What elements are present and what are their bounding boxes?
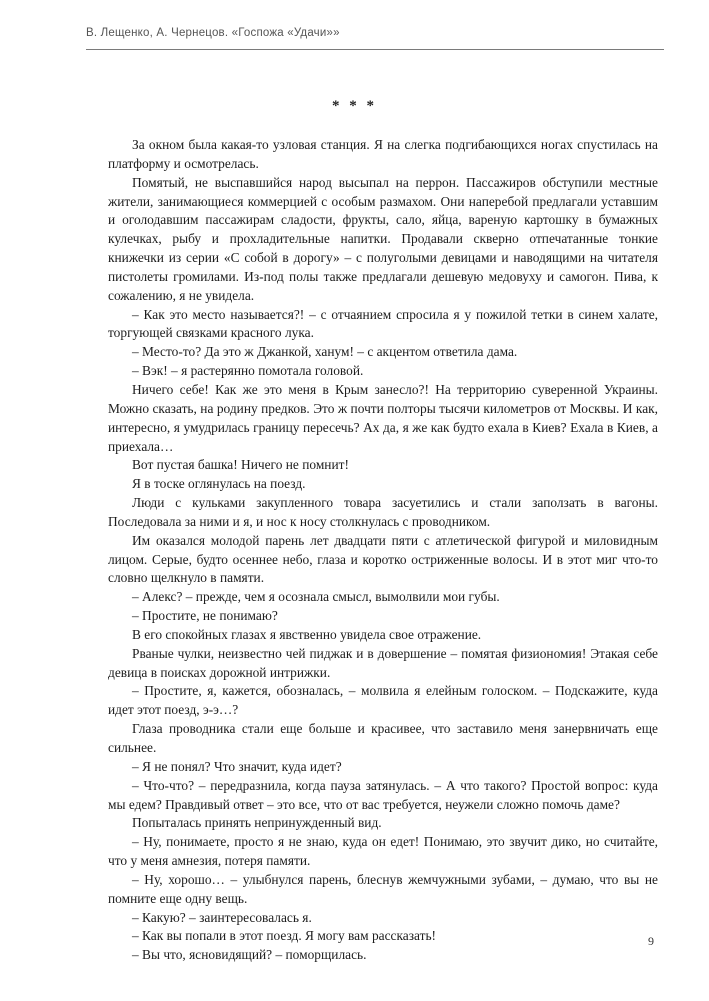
section-separator: * * * <box>332 98 377 114</box>
paragraph: Помятый, не выспавшийся народ высыпал на перрон. Пассажиров обступили местные жители, занимающиеся коммерцией с особым размахом. Они наперебой предлагали уставшим и оголодавшим пассажирам сладости, фрукты, сало, яйца, вареную картошку в бумажных кулечках, рыбу и прохладительные напитки. Продавали скверно отпечатанные тонкие книжечки из серии «С собой в дорогу» – с полуголыми девицами и наводящими на читателя пистолеты громилами. Из-под полы также предлагали дешевую медовуху и самогон. Пива, к сожалению, я не увидела. <box>108 174 658 303</box>
paragraph: – Я не понял? Что значит, куда идет? <box>132 758 342 774</box>
paragraph: В его спокойных глазах я явственно увидела свое отражение. <box>132 626 482 642</box>
paragraph: – Простите, не понимаю? <box>132 608 278 624</box>
paragraph: – Алекс? – прежде, чем я осознала смысл, вымолвили мои губы. <box>132 589 500 605</box>
paragraph: Люди с кульками закупленного товара засуетились и стали заползать в вагоны. Последовала за ними и я, и нос к носу столкнулась с проводником. <box>108 495 658 529</box>
paragraph: – Вэк! – я растерянно помотала головой. <box>132 363 364 379</box>
paragraph: – Что-что? – передразнила, когда пауза затянулась. – А что такого? Простой вопрос: куда мы едем? Правдивый ответ – это все, что от вас требуется, неужели сложно помочь даме? <box>108 777 658 812</box>
paragraph: Попыталась принять непринужденный вид. <box>132 815 382 831</box>
paragraph: – Как вы попали в этот поезд. Я могу вам рассказать! <box>132 928 437 944</box>
paragraph: – Как это место называется?! – с отчаянием спросила я у пожилой тетки в синем халате, торгующей связками красного лука. <box>108 306 658 341</box>
paragraph: Глаза проводника стали еще больше и красивее, что заставило меня занервничать еще сильнее. <box>108 721 658 755</box>
paragraph: – Какую? – заинтересовалась я. <box>132 909 312 925</box>
running-header: В. Лещенко, А. Чернецов. «Госпожа «Удачи»» <box>86 27 340 39</box>
paragraph: – Ну, хорошо… – улыбнулся парень, блеснув жемчужными зубами, – думаю, что вы не помните еще одну вещь. <box>108 871 658 906</box>
paragraph: – Простите, я, кажется, обозналась, – молвила я елейным голоском. – Подскажите, куда идет этот поезд, э-э…? <box>108 683 658 718</box>
page-number: 9 <box>648 934 654 948</box>
header-rule <box>86 49 664 50</box>
paragraph: Рваные чулки, неизвестно чей пиджак и в довершение – помятая физиономия! Этакая себе девица в поисках дорожной интрижки. <box>108 645 658 680</box>
paragraph: Им оказался молодой парень лет двадцати пяти с атлетической фигурой и миловидным лицом. Серые, будто осеннее небо, глаза и коротко остриженные волосы. И в этот миг что-то словно щелкнуло в памяти. <box>108 532 658 586</box>
paragraph: За окном была какая-то узловая станция. Я на слегка подгибающихся ногах спустилась на платформу и осмотрелась. <box>108 137 658 171</box>
paragraph: – Место-то? Да это ж Джанкой, ханум! – с акцентом ответила дама. <box>132 344 518 360</box>
paragraph: – Ну, понимаете, просто я не знаю, куда он едет! Понимаю, это звучит дико, но считайте, что у меня амнезия, потеря памяти. <box>108 834 658 869</box>
paragraph: Ничего себе! Как же это меня в Крым занесло?! На территорию суверенной Украины. Можно сказать, на родину предков. Это ж почти полторы тысячи километров от Москвы. И как, интересно, я умудрилась границу пересечь? Ах да, я же как будто ехала в Киев? Ехала в Киев, а приехала… <box>108 381 658 454</box>
body-text <box>108 136 658 965</box>
paragraph: – Вы что, ясновидящий? – поморщилась. <box>132 947 367 963</box>
paragraph: Я в тоске оглянулась на поезд. <box>132 476 306 492</box>
paragraph: Вот пустая башка! Ничего не помнит! <box>132 457 349 473</box>
